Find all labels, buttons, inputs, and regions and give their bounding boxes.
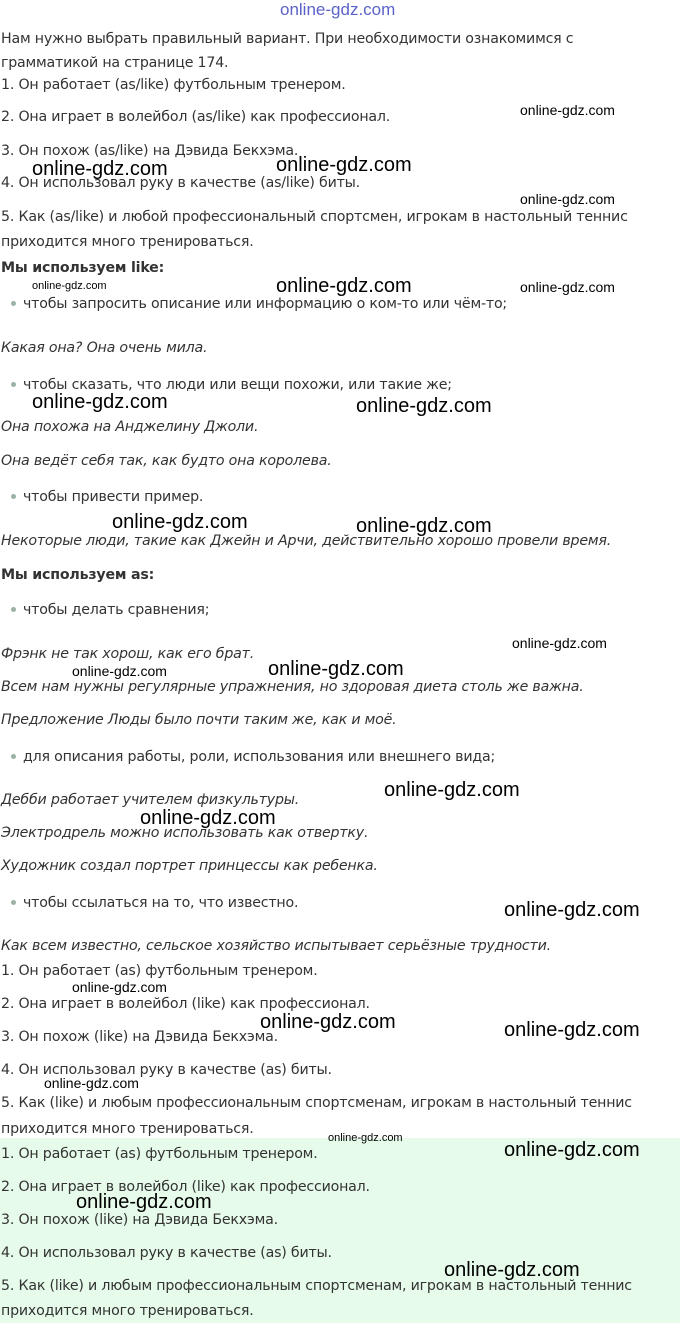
watermark: online-gdz.com: [520, 102, 615, 118]
task-item: приходится много тренироваться.: [1, 234, 254, 250]
bullet-item: [11, 890, 298, 916]
bullet-item: [11, 484, 203, 510]
bullet-item: [11, 291, 507, 317]
example-text: Электродрель можно использовать как отвертку.: [1, 825, 369, 841]
bullet-text: чтобы ссылаться на то, что известно.: [23, 895, 299, 911]
example-text: Некоторые люди, такие как Джейн и Арчи, действительно хорошо провели время.: [1, 533, 612, 549]
bullet-dot-icon: [11, 900, 16, 905]
bullet-dot-icon: [11, 754, 16, 759]
bullet-text: чтобы сказать, что люди или вещи похожи, или такие же;: [23, 377, 452, 393]
bullet-dot-icon: [11, 382, 16, 387]
bullet-item: [11, 597, 209, 623]
bullet-text: чтобы привести пример.: [23, 489, 204, 505]
watermark: online-gdz.com: [44, 1075, 139, 1091]
task-item: 2. Она играет в волейбол (as/like) как профессионал.: [1, 109, 391, 125]
as-heading: Мы используем as:: [1, 567, 155, 583]
watermark: online-gdz.com: [268, 658, 404, 680]
watermark: online-gdz.com: [140, 807, 276, 829]
task-item: 1. Он работает (as/like) футбольным тренером.: [1, 77, 346, 93]
example-text: Художник создал портрет принцессы как ребенка.: [1, 858, 378, 874]
watermark: online-gdz.com: [504, 899, 640, 921]
answer-item: 5. Как (like) и любым профессиональным спортсменам, игрокам в настольный теннис: [1, 1278, 632, 1294]
example-text: Она похожа на Анджелину Джоли.: [1, 419, 259, 435]
answer-item: 3. Он похож (like) на Дэвида Бекхэма.: [1, 1212, 278, 1228]
like-heading: Мы используем like:: [1, 260, 165, 276]
watermark: online-gdz.com: [384, 779, 520, 801]
bullet-dot-icon: [11, 301, 16, 306]
bullet-item: [11, 744, 495, 770]
example-text: Всем нам нужны регулярные упражнения, но здоровая диета столь же важна.: [1, 679, 584, 695]
watermark: online-gdz.com: [32, 158, 168, 180]
solution-item: 4. Он использовал руку в качестве (as) биты.: [1, 1062, 332, 1078]
watermark: online-gdz.com: [520, 191, 615, 207]
watermark: online-gdz.com: [328, 1132, 403, 1144]
bullet-dot-icon: [11, 607, 16, 612]
solution-item: 2. Она играет в волейбол (like) как профессионал.: [1, 996, 370, 1012]
example-text: Предложение Люды было почти таким же, как и моё.: [1, 712, 397, 728]
example-text: Как всем известно, сельское хозяйство испытывает серьёзные трудности.: [1, 938, 551, 954]
intro-text-2: грамматикой на странице 174.: [1, 55, 229, 71]
watermark: online-gdz.com: [504, 1139, 640, 1161]
example-text: Фрэнк не так хорош, как его брат.: [1, 646, 255, 662]
answer-item: 2. Она играет в волейбол (like) как профессионал.: [1, 1179, 370, 1195]
answer-item: приходится много тренироваться.: [1, 1303, 254, 1319]
watermark: online-gdz.com: [444, 1259, 580, 1281]
watermark: online-gdz.com: [276, 275, 412, 297]
watermark: online-gdz.com: [356, 515, 492, 537]
bullet-text: для описания работы, роли, использования или внешнего вида;: [23, 749, 496, 765]
solution-item: 3. Он похож (like) на Дэвида Бекхэма.: [1, 1029, 278, 1045]
watermark: online-gdz.com: [276, 154, 412, 176]
solution-item: 5. Как (like) и любым профессиональным спортсменам, игрокам в настольный теннис: [1, 1095, 632, 1111]
watermark: online-gdz.com: [76, 1191, 212, 1213]
watermark: online-gdz.com: [356, 395, 492, 417]
watermark: online-gdz.com: [32, 391, 168, 413]
answer-item: 4. Он использовал руку в качестве (as) биты.: [1, 1245, 332, 1261]
watermark: online-gdz.com: [72, 979, 167, 995]
example-text: Она ведёт себя так, как будто она королева.: [1, 453, 332, 469]
answer-item: 1. Он работает (as) футбольным тренером.: [1, 1146, 318, 1162]
bullet-text: чтобы запросить описание или информацию о ком-то или чём-то;: [23, 296, 508, 312]
example-text: Какая она? Она очень мила.: [1, 340, 208, 356]
intro-text: Нам нужно выбрать правильный вариант. При необходимости ознакомимся с: [1, 31, 574, 47]
solution-item: 1. Он работает (as) футбольным тренером.: [1, 963, 318, 979]
example-text: Дебби работает учителем физкультуры.: [1, 792, 300, 808]
bullet-text: чтобы делать сравнения;: [23, 602, 210, 618]
watermark: online-gdz.com: [72, 663, 167, 679]
watermark: online-gdz.com: [112, 511, 248, 533]
site-header-link[interactable]: online-gdz.com: [280, 0, 396, 19]
task-item: 3. Он похож (as/like) на Дэвида Бекхэма.: [1, 143, 299, 159]
solution-item: приходится много тренироваться.: [1, 1121, 254, 1137]
watermark: online-gdz.com: [260, 1011, 396, 1033]
task-item: 4. Он использовал руку в качестве (as/like) биты.: [1, 175, 360, 191]
watermark: online-gdz.com: [512, 635, 607, 651]
watermark: online-gdz.com: [32, 280, 107, 292]
bullet-dot-icon: [11, 494, 16, 499]
task-item: 5. Как (as/like) и любой профессиональный спортсмен, игрокам в настольный теннис: [1, 209, 628, 225]
watermark: online-gdz.com: [504, 1019, 640, 1041]
watermark: online-gdz.com: [520, 279, 615, 295]
